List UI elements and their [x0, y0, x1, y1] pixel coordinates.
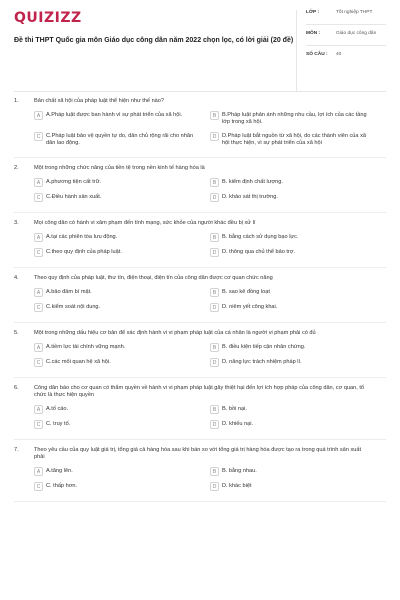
answer-option[interactable]: [210, 303, 386, 312]
meta-divider: [306, 24, 386, 25]
question-text: Theo quy định của pháp luật, thư tín, điện thoại, điện tín của công dân được cơ quan chức năng: [34, 275, 273, 281]
option-text: A.phương tiện cất trữ.: [46, 179, 102, 185]
option-text: C.các mối quan hệ xã hội.: [46, 359, 111, 365]
option-letter-box[interactable]: C: [34, 420, 43, 429]
header-meta: [306, 10, 386, 91]
answer-option[interactable]: [34, 132, 210, 147]
option-letter-box[interactable]: C: [34, 132, 43, 141]
answer-option[interactable]: [210, 111, 386, 126]
option-letter-box[interactable]: A: [34, 288, 43, 297]
option-text: A.tố cáo.: [46, 406, 69, 412]
option-letter-box[interactable]: B: [210, 405, 219, 414]
option-letter-box[interactable]: B: [210, 111, 219, 120]
option-letter-box[interactable]: D: [210, 420, 219, 429]
meta-divider: [306, 45, 386, 46]
question-number: 5.: [14, 330, 19, 336]
option-text: C.Điều hành sản xuất.: [46, 194, 102, 200]
answer-option[interactable]: [210, 343, 386, 352]
option-letter-box[interactable]: A: [34, 343, 43, 352]
answer-options: [14, 405, 386, 435]
answer-options: [14, 233, 386, 263]
meta-count: [306, 52, 386, 64]
option-letter-box[interactable]: D: [210, 303, 219, 312]
question-text: Một trong những chức năng của tiền tệ trong nền kinh tế hàng hóa là: [34, 165, 205, 171]
option-letter-box[interactable]: C: [34, 303, 43, 312]
question-text: Mọi công dân có hành vi xâm phạm đến tính mạng, sức khỏe của người khác đều bị xử lí: [34, 220, 256, 226]
header-divider: [296, 10, 297, 92]
answer-option[interactable]: [34, 111, 210, 126]
question-item: [14, 220, 386, 268]
question-divider: [14, 267, 386, 268]
question-item: [14, 447, 386, 502]
option-text: C. truy tố.: [46, 421, 71, 427]
option-letter-box[interactable]: D: [210, 248, 219, 257]
option-letter-box[interactable]: C: [34, 358, 43, 367]
meta-subject: [306, 31, 386, 43]
question-item: [14, 275, 386, 323]
answer-option[interactable]: [34, 405, 210, 414]
question-divider: [14, 322, 386, 323]
answer-option[interactable]: [210, 178, 386, 187]
answer-option[interactable]: [210, 482, 386, 491]
meta-count-label: SỐ CÂU :: [306, 52, 328, 57]
answer-option[interactable]: [34, 303, 210, 312]
answer-option[interactable]: [34, 233, 210, 242]
option-letter-box[interactable]: D: [210, 193, 219, 202]
question-divider: [14, 212, 386, 213]
answer-option[interactable]: [34, 343, 210, 352]
question-number: 2.: [14, 165, 19, 171]
option-text: C.theo quy định của pháp luật.: [46, 249, 122, 255]
question-header: [14, 385, 386, 399]
option-text: C. thấp hơn.: [46, 483, 78, 489]
header-left: [14, 10, 294, 91]
answer-option[interactable]: [34, 248, 210, 257]
option-text: C.kiểm soát nội dung.: [46, 304, 101, 310]
answer-option[interactable]: [34, 420, 210, 429]
quizizz-logo: QUIZIZZ: [14, 10, 82, 26]
option-letter-box[interactable]: A: [34, 233, 43, 242]
option-letter-box[interactable]: B: [210, 288, 219, 297]
option-letter-box[interactable]: A: [34, 405, 43, 414]
answer-option[interactable]: [210, 248, 386, 257]
question-list: [14, 92, 386, 502]
question-header: [14, 98, 386, 105]
option-text: D. khảo sát thị trường.: [222, 194, 278, 200]
answer-options: [14, 111, 386, 153]
option-text: C.Pháp luật bảo vệ quyền tự do, dân chủ rộng rãi cho nhân dân lao động.: [46, 133, 194, 146]
option-letter-box[interactable]: C: [34, 248, 43, 257]
question-text: Công dân báo cho cơ quan có thẩm quyền về hành vi vi phạm pháp luật gây thiệt hại đến lợi ích hợp pháp của công dân, cơ quan, tổ chức là thực hiện quyền: [34, 385, 365, 398]
option-letter-box[interactable]: B: [210, 343, 219, 352]
option-text: B. kiểm định chất lượng.: [222, 179, 283, 185]
option-text: B. bồi nại.: [222, 406, 247, 412]
option-letter-box[interactable]: C: [34, 193, 43, 202]
question-item: [14, 98, 386, 158]
answer-options: [14, 467, 386, 497]
question-divider: [14, 501, 386, 502]
question-text: Bản chất xã hội của pháp luật thể hiện như thế nào?: [34, 98, 165, 104]
option-letter-box[interactable]: C: [34, 482, 43, 491]
question-number: 3.: [14, 220, 19, 226]
question-divider: [14, 377, 386, 378]
option-letter-box[interactable]: D: [210, 482, 219, 491]
option-text: B. điều kiện tiếp cận nhân chứng.: [222, 344, 306, 350]
answer-option[interactable]: [34, 358, 210, 367]
answer-options: [14, 178, 386, 208]
question-divider: [14, 157, 386, 158]
meta-class: [306, 10, 386, 22]
option-letter-box[interactable]: A: [34, 178, 43, 187]
question-divider: [14, 439, 386, 440]
option-text: A.bảo đảm bí mật.: [46, 289, 92, 295]
answer-option[interactable]: [34, 288, 210, 297]
option-text: B. sao kê đồng loạt: [222, 289, 270, 295]
option-letter-box[interactable]: B: [210, 233, 219, 242]
answer-option[interactable]: [210, 233, 386, 242]
meta-count-value: 40: [336, 52, 342, 57]
question-item: [14, 330, 386, 378]
question-header: [14, 220, 386, 227]
worksheet-header: [14, 0, 386, 92]
option-text: B.Pháp luật phản ánh những nhu cầu, lợi ích của các tầng lớp trong xã hội.: [222, 112, 367, 125]
option-letter-box[interactable]: A: [34, 467, 43, 476]
option-text: A.tăng lên.: [46, 468, 73, 474]
question-item: [14, 385, 386, 440]
option-text: D. khiếu nại.: [222, 421, 254, 427]
option-text: A.tại các phiên tòa lưu động.: [46, 234, 118, 240]
question-number: 7.: [14, 447, 19, 453]
option-letter-box[interactable]: A: [34, 111, 43, 120]
answer-option[interactable]: [210, 132, 386, 147]
option-letter-box[interactable]: D: [210, 132, 219, 141]
meta-class-label: LỚP :: [306, 10, 320, 15]
answer-option[interactable]: [34, 193, 210, 202]
meta-subject-value: Giáo dục công dân: [336, 31, 377, 36]
option-text: B. bằng cách sử dụng bạo lực.: [222, 234, 299, 240]
question-number: 6.: [14, 385, 19, 391]
answer-option[interactable]: [210, 358, 386, 367]
answer-option[interactable]: [34, 178, 210, 187]
answer-option[interactable]: [210, 193, 386, 202]
answer-option[interactable]: [210, 467, 386, 476]
option-letter-box[interactable]: B: [210, 467, 219, 476]
option-text: D. thông qua chủ thể bảo trợ.: [222, 249, 296, 255]
question-header: [14, 165, 386, 172]
question-item: [14, 165, 386, 213]
answer-option[interactable]: [34, 467, 210, 476]
question-header: [14, 330, 386, 337]
question-text: Theo yêu cầu của quy luật giá trị, tổng giá cả hàng hóa sau khi bán so với tổng giá trị hàng hóa được tạo ra trong quá trình sản xuất phải: [34, 447, 362, 460]
answer-options: [14, 288, 386, 318]
question-number: 1.: [14, 98, 19, 104]
question-header: [14, 275, 386, 282]
meta-subject-label: MÔN :: [306, 31, 321, 36]
option-letter-box[interactable]: B: [210, 178, 219, 187]
option-letter-box[interactable]: D: [210, 358, 219, 367]
question-header: [14, 447, 386, 461]
option-text: A.tiềm lực tài chính vững mạnh.: [46, 344, 126, 350]
option-text: B. bằng nhau.: [222, 468, 257, 474]
option-text: A.Pháp luật được ban hành vì sự phát triển của xã hội.: [46, 112, 183, 118]
document-title: Đề thi THPT Quốc gia môn Giáo dục công dân năm 2022 chọn lọc, có lời giải (20 đề): [14, 37, 294, 44]
answer-option[interactable]: [34, 482, 210, 491]
question-text: Một trong những dấu hiệu cơ bản để xác định hành vi vi phạm pháp luật của cá nhân là người vi phạm phải có đủ: [34, 330, 316, 336]
option-text: D. niêm yết công khai.: [222, 304, 278, 310]
option-text: D. năng lực trách nhiệm pháp lí.: [222, 359, 302, 365]
answer-options: [14, 343, 386, 373]
option-text: D.Pháp luật bắt nguồn từ xã hội, do các thành viên của xã hội thực hiện, vì sự phát triển của xã hội: [222, 133, 366, 146]
answer-option[interactable]: [210, 420, 386, 429]
answer-option[interactable]: [210, 288, 386, 297]
answer-option[interactable]: [210, 405, 386, 414]
option-text: D. khác biệt: [222, 483, 252, 489]
question-number: 4.: [14, 275, 19, 281]
meta-class-value: Tốt nghiệp THPT: [336, 10, 373, 15]
